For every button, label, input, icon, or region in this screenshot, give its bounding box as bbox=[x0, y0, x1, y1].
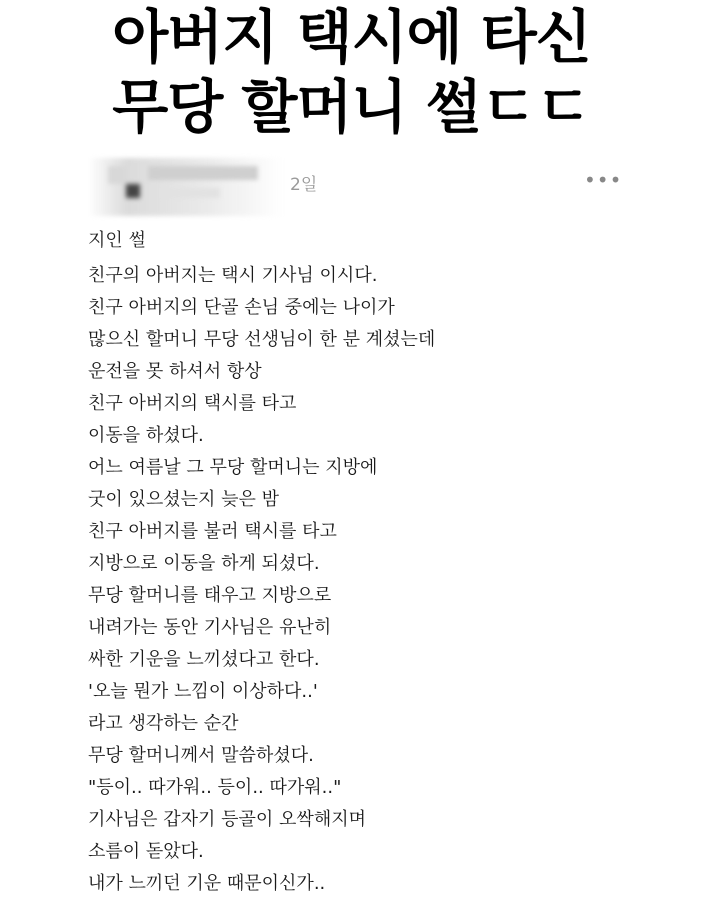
post-time: 2일 bbox=[290, 175, 318, 195]
post-line: 많으신 할머니 무당 선생님이 한 분 계셨는데 bbox=[88, 329, 436, 350]
post-line: 싸한 기운을 느끼셨다고 한다. bbox=[88, 649, 320, 670]
post-line: 지방으로 이동을 하게 되셨다. bbox=[88, 553, 320, 574]
post-line: 소름이 돋았다. bbox=[88, 841, 204, 862]
post-line: 친구 아버지의 단골 손님 중에는 나이가 bbox=[88, 297, 395, 318]
post-line: "등이.. 따가워.. 등이.. 따가워.." bbox=[88, 777, 342, 798]
post-line: 이동을 하셨다. bbox=[88, 425, 204, 446]
more-options-icon[interactable]: ••• bbox=[584, 168, 623, 192]
headline-line-2: 무당 할머니 썰ㄷㄷ bbox=[112, 73, 591, 141]
post-line: 무당 할머니를 태우고 지방으로 bbox=[88, 585, 332, 606]
post-meta bbox=[88, 158, 648, 218]
headline bbox=[0, 2, 703, 142]
blurred-author-info bbox=[88, 158, 283, 216]
post-body bbox=[88, 260, 678, 900]
post-subtitle: 지인 썰 bbox=[88, 230, 146, 251]
post-line: 친구 아버지의 택시를 타고 bbox=[88, 393, 297, 414]
post-line: 운전을 못 하셔서 항상 bbox=[88, 361, 262, 382]
post-line: 기사님은 갑자기 등골이 오싹해지며 bbox=[88, 809, 366, 830]
post-line: 무당 할머니께서 말씀하셨다. bbox=[88, 745, 314, 766]
post-line: 라고 생각하는 순간 bbox=[88, 713, 239, 734]
post-line: '오늘 뭔가 느낌이 이상하다..' bbox=[88, 681, 318, 702]
headline-line-1: 아버지 택시에 타신 bbox=[112, 3, 591, 71]
post-line: 내가 느끼던 기운 때문이신가.. bbox=[88, 873, 326, 894]
post-line: 굿이 있으셨는지 늦은 밤 bbox=[88, 489, 280, 510]
post-line: 어느 여름날 그 무당 할머니는 지방에 bbox=[88, 457, 378, 478]
post-line: 친구의 아버지는 택시 기사님 이시다. bbox=[88, 265, 378, 286]
post-line: 내려가는 동안 기사님은 유난히 bbox=[88, 617, 332, 638]
post-line: 친구 아버지를 불러 택시를 타고 bbox=[88, 521, 337, 542]
